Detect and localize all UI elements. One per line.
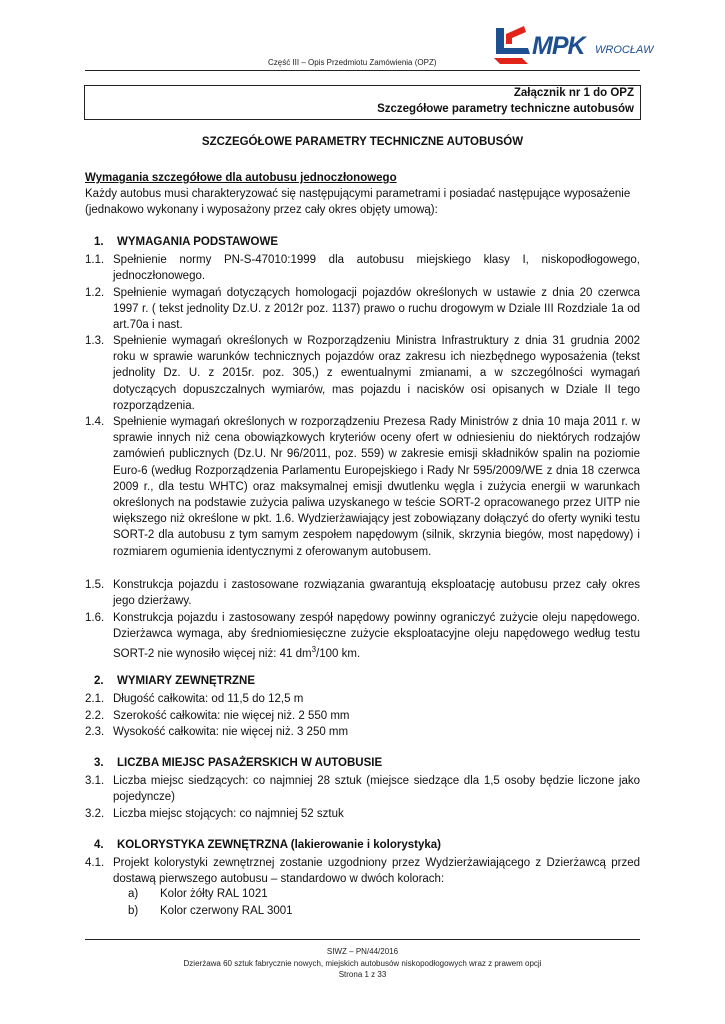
- section-heading-3: 3. LICZBA MIEJSC PASAŻERSKICH W AUTOBUSIE: [94, 757, 383, 769]
- footer-rule: [85, 939, 640, 940]
- annex-box: [84, 85, 641, 120]
- list-item: 3.1. Liczba miejsc siedzących: co najmniej 28 sztuk (miejsce siedzące dla 1,5 osoby będzie liczone jako pojedyncze): [85, 775, 640, 804]
- intro: [85, 170, 640, 219]
- intro-heading: Wymagania szczegółowe dla autobusu jednoczłonowego: [85, 172, 397, 184]
- list-item: 2.2. Szerokość całkowita: nie więcej niż. 2 550 mm: [85, 710, 350, 722]
- logo-city: WROCŁAW: [595, 44, 654, 56]
- header-rule: [85, 70, 640, 71]
- section-heading-2: 2. WYMIARY ZEWNĘTRZNE: [94, 675, 255, 687]
- list-item: 1.1. Spełnienie normy PN-S-47010:1999 dla autobusu miejskiego klasy I, niskopodłogowego, jednoczłonowego.: [85, 254, 640, 283]
- document-part-label: Część III – Opis Przedmiotu Zamówienia (OPZ): [268, 58, 437, 67]
- annex-title: Szczegółowe parametry techniczne autobusów: [377, 103, 634, 115]
- list-item: 1.2. Spełnienie wymagań dotyczących homologacji pojazdów określonych w ustawie z dnia 20 czerwca 1997 r. ( tekst jednolity Dz.U. z 2012r poz. 1137) prawo o ruchu drogowym w Dziale III Rozdziale 1a od art.70a i nast.: [85, 287, 640, 332]
- sub-item: a) Kolor żółty RAL 1021: [128, 888, 268, 900]
- footer-description: Dzierżawa 60 sztuk fabrycznie nowych, miejskich autobusów niskopodłogowych wraz z prawem opcji: [183, 958, 542, 968]
- sub-item: b) Kolor czerwony RAL 3001: [128, 905, 293, 917]
- footer: [0, 946, 725, 981]
- list-item: 4.1. Projekt kolorystyki zewnętrznej zostanie uzgodniony przez Wydzierżawiającego z Dzierżawcą przed dostawą pierwszego autobusu – standardowo w dwóch kolorach:: [85, 857, 640, 886]
- logo-wordmark: MPK: [532, 32, 585, 60]
- list-item: 1.3. Spełnienie wymagań określonych w Rozporządzeniu Ministra Infrastruktury z dnia 31 grudnia 2002 roku w sprawie warunków technicznych pojazdów oraz zakresu ich niezbędnego wyposażenia (tekst jednolity Dz. U. z 2015r. poz. 305,) z ewentualnymi zmianami, a w szczególności wymagań dotyczących dopuszczalnych wymiarów, mas pojazdu i nacisków osi opisanych w Dziale II tego rozporządzenia.: [85, 335, 640, 412]
- footer-siwz: SIWZ – PN/44/2016: [326, 947, 399, 956]
- list-item: 2.1. Długość całkowita: od 11,5 do 12,5 m: [85, 693, 304, 705]
- list-item: 1.4. Spełnienie wymagań określonych w rozporządzeniu Prezesa Rady Ministrów z dnia 10 maja 2011 r. w sprawie innych niż cena obowiązkowych kryteriów oceny ofert w odniesieniu do niektórych rodzajów zamówień publicznych (Dz.U. Nr 96/2011, poz. 559) w zakresie emisji składników spalin na poziomie Euro-6 (według Rozporządzenia Parlamentu Europejskiego i Rady Nr 595/2009/WE z dnia 18 czerwca 2009 r., dla testu WHTC) oraz maksymalnej emisji dwutlenku węgla i zużycia energii w warunkach określonych na podstawie zużycia paliwa uzyskanego w teście SORT-2 opracowanego przez UITP nie większego niż określone w pkt. 1.6. Wydzierżawiający jest zobowiązany dołączyć do oferty wyniki testu SORT-2 dla autobusu z tym samym zespołem napędowym (silnik, skrzynia biegów, most napędowy) i rozmiarem ogumienia identycznymi z oferowanym autobusem.: [85, 416, 640, 558]
- list-item: 3.2. Liczba miejsc stojących: co najmniej 52 sztuk: [85, 808, 344, 820]
- page-title: SZCZEGÓŁOWE PARAMETRY TECHNICZNE AUTOBUSÓW: [201, 136, 524, 148]
- list-item: 1.6. Konstrukcja pojazdu i zastosowany zespół napędowy powinny ograniczyć zużycie oleju napędowego. Dzierżawca wymaga, aby średniomiesięczne zużycie eksploatacyjne oleju napędowego według testu SORT-2 nie wynosiło więcej niż: 41 $dm^3/100$ km.: [85, 612, 640, 661]
- intro-text: Każdy autobus musi charakteryzować się następującymi parametrami i posiadać następujące wyposażenie (jednakowo wykonany i wyposażony przez cały okres objęty umową):: [85, 188, 631, 217]
- list-item: 2.3. Wysokość całkowita: nie więcej niż. 3 250 mm: [85, 726, 349, 738]
- mpk-logo: [492, 24, 654, 68]
- mpk-logo-icon: [492, 24, 534, 68]
- section-heading-1: 1. WYMAGANIA PODSTAWOWE: [94, 236, 278, 248]
- annex-label: Załącznik nr 1 do OPZ: [513, 87, 634, 99]
- section-heading-4: 4. KOLORYSTYKA ZEWNĘTRZNA (lakierowanie i kolorystyka): [94, 839, 441, 851]
- page-number: Strona 1 z 33: [338, 970, 387, 979]
- list-item: 1.5. Konstrukcja pojazdu i zastosowane rozwiązania gwarantują eksploatację autobusu przez cały okres jego dzierżawy.: [85, 579, 640, 608]
